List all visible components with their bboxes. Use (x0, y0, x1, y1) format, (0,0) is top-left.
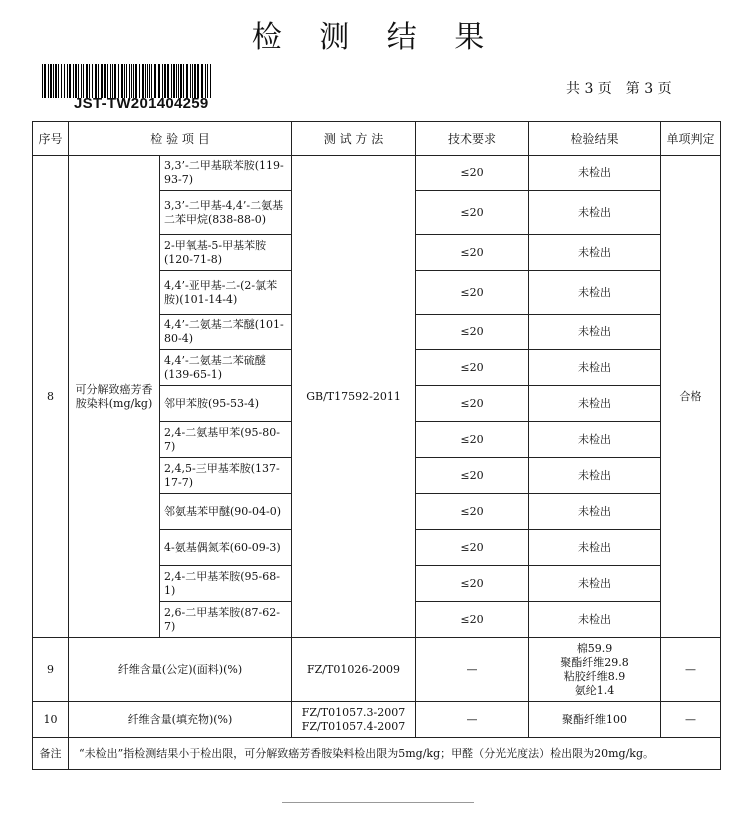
row9-judgement: — (661, 638, 721, 702)
row9-result-line: 氨纶1.4 (574, 683, 615, 697)
row8-category: 可分解致癌芳香胺染料(mg/kg) (69, 156, 160, 638)
requirement-value: ≤20 (416, 235, 529, 271)
row8-method: GB/T17592-2011 (292, 156, 416, 638)
result-value: 未检出 (529, 156, 661, 191)
substance-name: 邻氨基苯甲醚(90-04-0) (160, 494, 292, 530)
result-value: 未检出 (529, 494, 661, 530)
table-row (33, 738, 721, 770)
row9-result-line: 棉59.9 (576, 641, 613, 655)
requirement-value: ≤20 (416, 530, 529, 566)
result-value: 未检出 (529, 350, 661, 386)
row9-method: FZ/T01026-2009 (292, 638, 416, 702)
substance-name: 邻甲苯胺(95-53-4) (160, 386, 292, 422)
row8-judgement: 合格 (661, 156, 721, 638)
results-table (32, 121, 721, 770)
note-label: 备注 (33, 738, 69, 770)
header-judgement: 单项判定 (661, 122, 721, 156)
requirement-value: ≤20 (416, 458, 529, 494)
row10-method-line: FZ/T01057.4-2007 (301, 719, 406, 733)
substance-name: 3,3’-二甲基联苯胺(119-93-7) (160, 156, 292, 191)
result-value: 未检出 (529, 386, 661, 422)
report-number: JST-TW201404259 (74, 95, 209, 112)
substance-name: 4,4’-二氨基二苯醚(101-80-4) (160, 315, 292, 350)
table-row (33, 702, 721, 738)
table-row (33, 156, 721, 191)
requirement-value: ≤20 (416, 566, 529, 602)
requirement-value: ≤20 (416, 271, 529, 315)
result-value: 未检出 (529, 235, 661, 271)
row9-requirement: — (416, 638, 529, 702)
row9-result-line: 粘胶纤维8.9 (563, 669, 626, 683)
result-value: 未检出 (529, 191, 661, 235)
header-method: 测 试 方 法 (292, 122, 416, 156)
row9-item: 纤维含量(公定)(面料)(%) (69, 638, 292, 702)
substance-name: 2,4,5-三甲基苯胺(137-17-7) (160, 458, 292, 494)
requirement-value: ≤20 (416, 350, 529, 386)
page-info: 共 3 页 第 3 页 (566, 81, 672, 97)
table-row (33, 638, 721, 702)
note-text: “未检出”指检测结果小于检出限，可分解致癌芳香胺染料检出限为5mg/kg；甲醛（分光光度法）检出限为20mg/kg。 (69, 738, 721, 770)
row9-seq: 9 (33, 638, 69, 702)
requirement-value: ≤20 (416, 191, 529, 235)
substance-name: 2,4-二氨基甲苯(95-80-7) (160, 422, 292, 458)
result-value: 未检出 (529, 422, 661, 458)
result-value: 未检出 (529, 315, 661, 350)
row10-requirement: — (416, 702, 529, 738)
substance-name: 4,4’-亚甲基-二-(2-氯苯胺)(101-14-4) (160, 271, 292, 315)
header-result: 检验结果 (529, 122, 661, 156)
row10-item: 纤维含量(填充物)(%) (69, 702, 292, 738)
substance-name: 4,4’-二氨基二苯硫醚(139-65-1) (160, 350, 292, 386)
result-value: 未检出 (529, 530, 661, 566)
result-value: 未检出 (529, 458, 661, 494)
requirement-value: ≤20 (416, 602, 529, 638)
result-value: 未检出 (529, 271, 661, 315)
page-title: 检 测 结 果 (251, 20, 499, 55)
requirement-value: ≤20 (416, 315, 529, 350)
requirement-value: ≤20 (416, 494, 529, 530)
requirement-value: ≤20 (416, 386, 529, 422)
result-value: 未检出 (529, 566, 661, 602)
substance-name: 4-氨基偶氮苯(60-09-3) (160, 530, 292, 566)
row10-method-line: FZ/T01057.3-2007 (301, 705, 406, 719)
substance-name: 2,4-二甲基苯胺(95-68-1) (160, 566, 292, 602)
header-item: 检 验 项 目 (69, 122, 292, 156)
header-requirement: 技术要求 (416, 122, 529, 156)
row9-result-line: 聚酯纤维29.8 (560, 655, 629, 669)
row8-seq: 8 (33, 156, 69, 638)
result-value: 未检出 (529, 602, 661, 638)
requirement-value: ≤20 (416, 156, 529, 191)
row10-judgement: — (661, 702, 721, 738)
table-header-row (33, 122, 721, 156)
row10-method (292, 702, 416, 738)
substance-name: 2-甲氧基-5-甲基苯胺(120-71-8) (160, 235, 292, 271)
header-seq: 序号 (33, 122, 69, 156)
requirement-value: ≤20 (416, 422, 529, 458)
substance-name: 2,6-二甲基苯胺(87-62-7) (160, 602, 292, 638)
substance-name: 3,3’-二甲基-4,4’-二氨基二苯甲烷(838-88-0) (160, 191, 292, 235)
row10-result: 聚酯纤维100 (529, 702, 661, 738)
row9-result (529, 638, 661, 702)
row10-seq: 10 (33, 702, 69, 738)
footer-divider (282, 802, 474, 803)
barcode-image (42, 64, 214, 98)
